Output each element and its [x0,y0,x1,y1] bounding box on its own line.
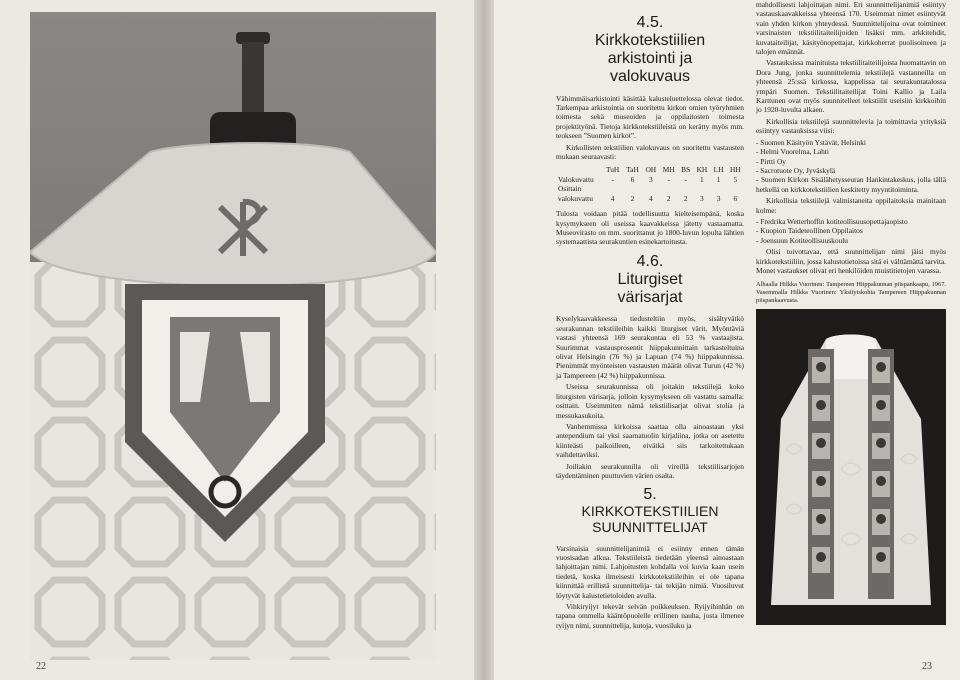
table-cell: 3 [716,193,721,203]
table-header-cell: TuH [605,165,620,175]
cope-illustration [30,12,436,660]
section-title-line: arkistointi ja [607,49,693,67]
paragraph: Vastauksissa mainituista tekstiilitaiteilijoista huomattavin on Dora Jung, jonka suunnittelemia tekstiilejä vastanneilla on yhteensä 25:ssä kirkossa, kappelissa tai seurakuntatalossa ympäri Suomen. Tekstiilitaiteilijat Toini Kallio ja Laila Karttunen ovat myös suunnitelleet tekstiilit useisiin kirkkoihin jo 1920-luvulta alkaen. [756,58,946,115]
schools-list [756,217,946,245]
paragraph: Varsinaisia suunnittelijanimiä ei esiinny ennen tämän vuosisadan alkua. Tekstiileistä tiedetään yleensä ainoastaan lahjoittajan nimi. Lahjoitusten kohdalla voi kuvia kaan usein tiedetä, koska ilmeisesti kirkkotekstiileihin ei ole tapana kiinnittää erillistä suunnittelija- tai tekijän nimiä. Vuosiluvut löytyvät kalustetietoloiden avulla. [556,543,744,600]
cope-full-illustration [756,309,946,625]
table-cell: 5 [733,174,738,184]
photo-caption: Alhaalla Hilkka Vuorinen: Tampereen Hiippakunnan piispankaapu, 1967. Vasemmalla Hilkka Vuorinen: Yksityiskohta Tampereen Hiippakunnan piispankaavusta. [756,281,946,305]
section-title-line: valokuvaus [609,67,691,85]
section-title-line: värisarjat [617,288,683,306]
list-item: - Sacrotuote Oy, Jyväskylä [756,165,836,175]
table-header-cell: BS [681,165,691,175]
table-cell: Osittain [558,184,582,194]
paragraph: Kirkollisia tekstiilejä suunnittelevia ja toimittavia yrityksiä esiintyy vastauksissa viisi: [756,116,946,136]
paragraph: Vähimmäisarkistointi käsittää kalusteluettelossa olevat tiedot. Tarkempaa arkistointia on suoritettu kirkon omien työryhmien toimesta sekä museoiden ja oppilaitosten toimesta projektityönä. Tietoja kirkkotekstiileistä on kerätty myös mm. teokseen ”Suomen kirkot”. [556,93,744,141]
table-cell: Valokuvattu [558,174,594,184]
table-header-cell [556,165,603,174]
list-item: - Joensuun Kotiteollisuuskoulu [756,235,848,245]
table-cell: - [667,174,670,184]
table-cell: 4 [648,193,653,203]
page-number-right: 23 [922,661,932,672]
table-cell: 6 [630,174,635,184]
paragraph: Vanhemmissa kirkoissa saattaa olla ainoastaan yksi antependium tai yksi saarnatuolin kirjaliina, jotka on asetettu kiinteästi paikoilleen, eivätkä siis tarkoitettukaan vaihdettaviksi. [556,421,744,460]
paragraph: Kyselykaavakkeessa tiedusteltiin myös, sisältyvätkö seurakunnan tekstiileihin kaikki liturgiset värit. Myöntäviä vastasi yhteensä 169 seurakuntaa eli 53 % vastaajista. Suurimmat vastausprosentit hiippakunnittain tarkasteltuina olivat Helsingin (76 %) ja Lapuan (74 %) hiippakunnissa. Pienimmät myönteisten vastausten määrät olivat Turun (42 %) ja Tampereen (42 %) hiippakunnissa. [556,314,744,380]
table-cell: 4 [610,193,615,203]
section-number: 5. [643,486,657,504]
list-item: - Kuopion Taideteollinen Oppilaitos [756,226,863,236]
table-cell: 3 [700,193,704,203]
paragraph: Kirkollisten tekstiilien valokuvaus on suoritettu vastausten mukaan seuraavasti: [556,142,744,162]
list-item: - Fredrika Wetterhoffin kotiteollisuusopettajaopisto [756,216,908,226]
section-number: 4.5. [636,14,664,31]
table-header-cell: LH [713,165,724,175]
section-5-heading [556,486,744,535]
table-cell: 3 [648,174,653,184]
list-item: - Suomen Kirkon Sisälähetysseuran Hankintakeskus, jolla tällä hetkellä on kirkkotekstiilien keskitetty myyntitoiminta. [756,175,946,194]
list-item: - Pirtti Oy [756,156,786,166]
table-row [556,175,744,184]
table-header-cell: MH [662,165,675,175]
section-title-line: KIRKKOTEKSTIILIEN [581,503,719,520]
section-4-6-heading [556,253,744,307]
section-number: 4.6. [636,252,664,270]
list-item: - Suomen Käsityön Ystävät, Helsinki [756,137,866,147]
cope-detail-photo [30,12,436,660]
table-cell: valokuvattu [558,193,593,203]
left-page [0,0,474,680]
table-cell: 6 [733,193,738,203]
table-header-cell: OH [645,165,657,175]
page-number-left: 22 [36,661,46,672]
table-cell: - [611,174,614,184]
table-cell: 1 [716,174,721,184]
right-page [494,0,960,680]
table-cell: - [684,174,687,184]
photography-stats-table [556,165,744,203]
table-header-row [556,165,744,174]
table-header-cell: HH [730,165,741,175]
table-row [556,184,744,193]
book-gutter [474,0,494,680]
section-title-line: Liturgiset [617,270,683,288]
table-cell: 1 [700,174,704,184]
table-row [556,194,744,203]
section-4-5-heading [556,14,744,86]
paragraph: Vihkiryijyt tekevät selvän poikkeuksen. Ryijyihinhän on tapana ommella kääntöpuolelle erillinen nauha, josta ilmenee ryijyn nimi, suunnittelija, kutoja, vuosiluku ja [556,602,744,630]
list-item: - Helmi Vuorelma, Lahti [756,147,829,157]
companies-list [756,138,946,194]
bishops-cope-photo [756,309,946,625]
right-page-column-2 [756,0,946,625]
table-cell: 2 [630,193,635,203]
paragraph: Useissa seurakunnissa oli joitakin tekstiilejä koko liturgisten värisarja, jolloin kysymykseen oli vastattu samalla: osittain. Useimmiten nämä tekstiilisarjat olivat stolia ja messukasukoita. [556,382,744,420]
paragraph: Olisi toivottavaa, että suunnittelijan nimi jäisi myös kirkkotekstiiliin, jossa kalustotietoissa sitä ei välttämättä tarvita. Monet vastaukset olivat eri henkilöiden muistitietojen varassa. [756,247,946,275]
section-title-line: Kirkkotekstiilien [594,31,706,49]
right-page-column-1 [556,10,744,632]
paragraph: Kirkollisia tekstiilejä valmistaneita oppilaitoksia mainitaan kolme: [756,196,946,215]
paragraph: Joillakin seurakunnilla oli vireillä tekstiilisarjojen täydentäminen puuttuvien värien osalta. [556,461,744,480]
table-header-cell: TaH [626,165,639,175]
table-cell: 2 [666,193,671,203]
paragraph: Tulosta voidaan pitää todellisuutta kielteisempänä, koska kysymykseen oli useissa kaavakkeissa jätetty vastaamatta. Museovirasto on mm. suorittanut jo 1800-luvun lopulta lähtien systemaattista seurakuntien esinekartoitusta. [556,209,744,247]
table-cell [603,184,745,193]
paragraph: mahdollisesti lahjoittajan nimi. Eri suunnittelijanimiä esiintyy vastauskaavakkeissa yhteensä 170. Useimmat nimet esiintyvät vain yhden kirkon yhteydessä. Suunnittelijoina ovat toimineet varsinaisten tekstiilitaiteilijoiden lisäksi mm. arkkitehdit, kuvataiteilijat, käsityönopettajat, kirkkoherrat puolisoineen ja talojen emännät. [756,0,946,57]
table-header-cell: KH [696,165,708,175]
section-title-line: SUUNNITTELIJAT [592,518,708,535]
table-cell: 2 [683,193,688,203]
